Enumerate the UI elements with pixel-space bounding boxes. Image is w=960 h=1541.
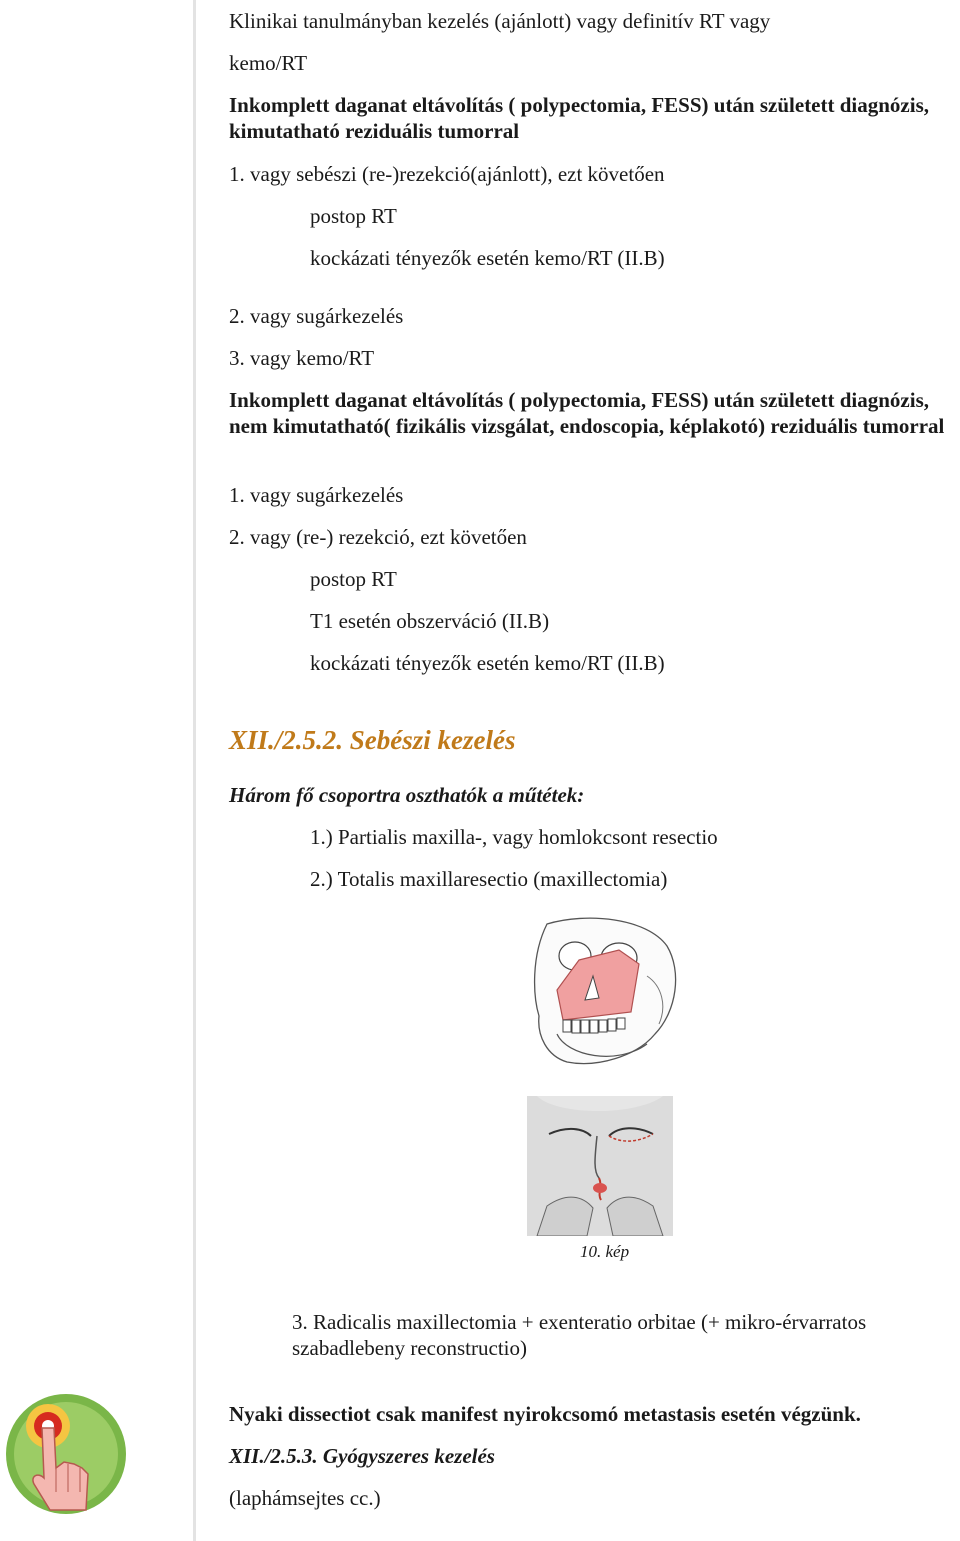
list-subitem: postop RT — [310, 204, 397, 228]
list-subitem: T1 esetén obszerváció (II.B) — [310, 609, 550, 633]
section-title: XII./2.5.2. Sebészi kezelés — [229, 725, 516, 755]
list-subitem: postop RT — [310, 567, 397, 591]
drug-treatment-note: (laphámsejtes cc.) — [229, 1486, 381, 1510]
sidebar-divider — [193, 0, 196, 1541]
section-subtitle: Három fő csoportra oszthatók a műtétek: — [229, 783, 585, 807]
surgery-type-item: 2.) Totalis maxillaresectio (maxillectomia) — [310, 867, 668, 891]
figure-caption: 10. kép — [580, 1242, 630, 1261]
list-subitem: kockázati tényezők esetén kemo/RT (II.B) — [310, 246, 665, 270]
list-item: 2. vagy sugárkezelés — [229, 304, 404, 328]
list-item: 2. vagy (re-) rezekció, ezt követően — [229, 525, 527, 549]
list-item: 3. vagy kemo/RT — [229, 346, 375, 370]
paragraph-line: kemo/RT — [229, 51, 308, 75]
drug-treatment-heading: XII./2.5.3. Gyógyszeres kezelés — [229, 1444, 495, 1468]
list-item: 1. vagy sebészi (re-)rezekció(ajánlott), ezt követően — [229, 162, 665, 186]
case-heading: Inkomplett daganat eltávolítás ( polypectomia, FESS) után született diagnózis, kimutatható reziduális tumorral — [229, 93, 930, 143]
surgery-type-item: 3. Radicalis maxillectomia + exenteratio orbitae (+ mikro-érvarratos szabadlebeny reconstructio) — [292, 1310, 867, 1360]
skull-illustration — [527, 916, 690, 1076]
list-subitem: kockázati tényezők esetén kemo/RT (II.B) — [310, 651, 665, 675]
facial-incision-illustration — [527, 1096, 673, 1236]
case-heading: Inkomplett daganat eltávolítás ( polypectomia, FESS) után született diagnózis, nem kimutatható( fizikális vizsgálat, endoscopia, képlakotó) reziduális tumorral — [229, 388, 945, 438]
touch-hand-icon — [4, 1392, 128, 1516]
neck-dissection-note: Nyaki dissectiot csak manifest nyirokcsomó metastasis esetén végzünk. — [229, 1402, 861, 1426]
list-item: 1. vagy sugárkezelés — [229, 483, 404, 507]
surgery-type-item: 1.) Partialis maxilla-, vagy homlokcsont resectio — [310, 825, 718, 849]
paragraph-line: Klinikai tanulmányban kezelés (ajánlott) vagy definitív RT vagy — [229, 9, 771, 33]
